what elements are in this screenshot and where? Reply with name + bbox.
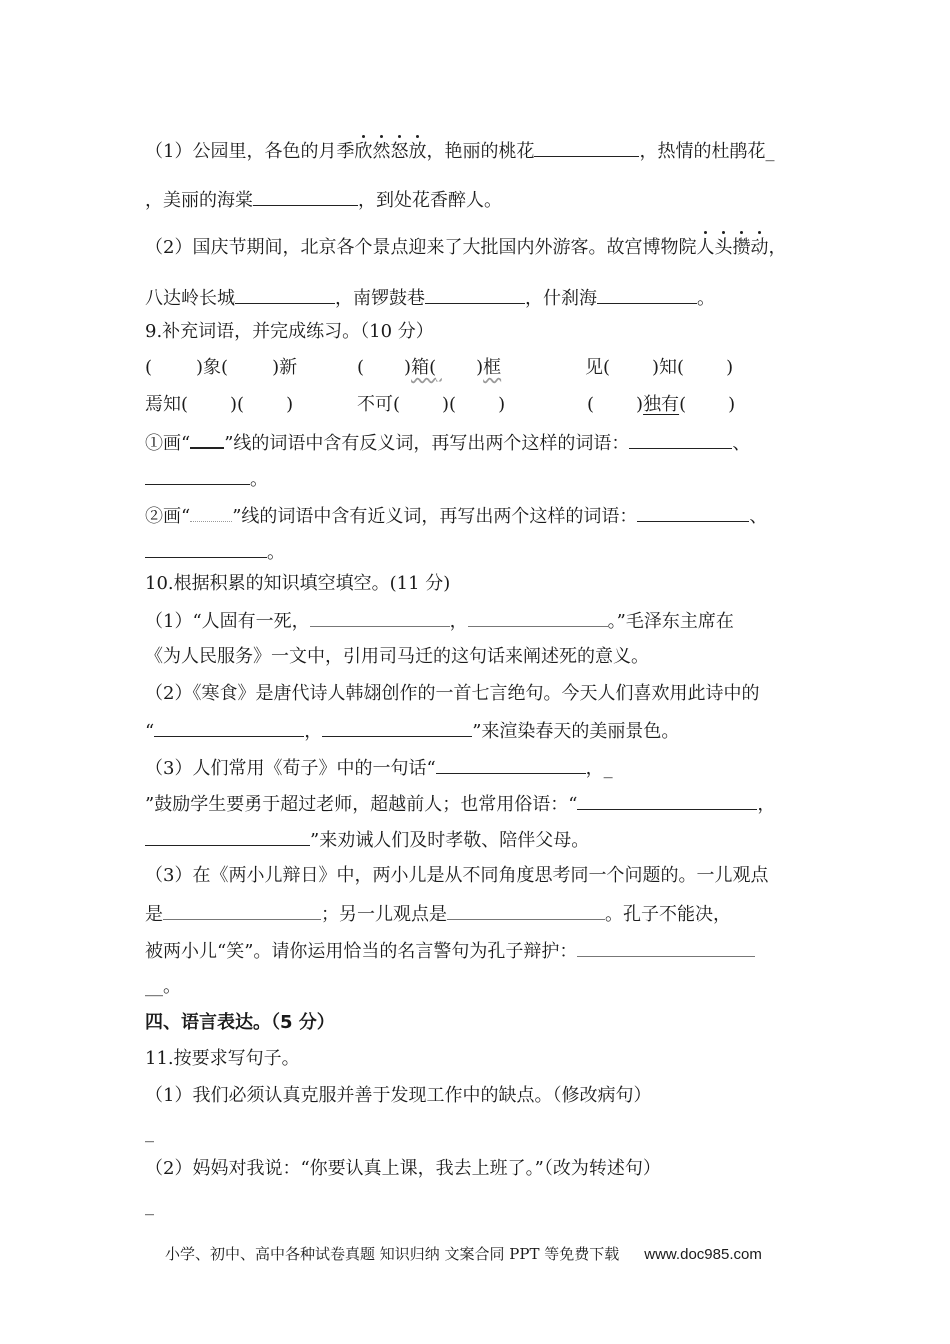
dotted-char: 动 (750, 237, 769, 258)
footer-link[interactable]: www.doc985.com (644, 1246, 762, 1263)
q10-p3: （3）人们常用《荀子》中的一句话“ ，_ (145, 755, 613, 781)
q10-p3-cont: ”鼓励学生要勇于超过老师，超越前人；也常用俗语：“ ， (145, 791, 775, 817)
dotted-char: 放 (408, 141, 427, 162)
answer-blank[interactable] (637, 503, 749, 522)
q9-task2-cont: 。 (145, 539, 285, 565)
underlined-word: 独有 (643, 394, 680, 415)
q10-p1-cont: 《为人民服务》一文中，引用司马迁的这句话来阐述死的意义。 (145, 646, 649, 667)
q9-word-2: ( )箱( )框 (357, 357, 502, 378)
answer-blank[interactable] (534, 138, 639, 157)
dotted-char: 人 (696, 237, 715, 258)
q11-s2: （2）妈妈对我说：“你要认真上课，我去上班了。”（改为转述句） (145, 1158, 661, 1179)
answer-blank[interactable] (577, 938, 755, 957)
wavy-underlined-char: 框 (483, 357, 502, 378)
wavy-line-mark (190, 507, 232, 522)
straight-line-mark (190, 433, 224, 449)
answer-blank[interactable] (145, 539, 267, 558)
q10-p4-end: __。 (145, 976, 181, 997)
q10-p4: （3）在《两小儿辩日》中，两小儿是从不同角度思考同一个问题的。一儿观点 (145, 865, 769, 886)
answer-blank[interactable] (597, 285, 697, 304)
q8-part1-line1: （1）公园里，各色的月季欣然怒放，艳丽的桃花 ，热情的杜鹃花_ (145, 138, 774, 164)
answer-blank[interactable] (468, 608, 608, 627)
dotted-char: 头 (714, 237, 733, 258)
answer-blank[interactable] (447, 901, 605, 920)
answer-blank[interactable] (629, 430, 732, 449)
dotted-char: 怒 (390, 141, 409, 162)
q10-p2: （2）《寒食》是唐代诗人韩翃创作的一首七言绝句。今天人们喜欢用此诗中的 (145, 683, 760, 704)
q9-word-1: ( )象( )新 (145, 357, 298, 378)
dotted-char: 攒 (732, 237, 751, 258)
q10-title: 10.根据积累的知识填空填空。(11 分) (145, 573, 451, 594)
q11-title: 11.按要求写句子。 (145, 1048, 300, 1069)
answer-blank[interactable] (145, 466, 250, 485)
q11-s1: （1）我们必须认真克服并善于发现工作中的缺点。（修改病句） (145, 1085, 652, 1106)
q8-part2-line1: （2）国庆节期间，北京各个景点迎来了大批国内外游客。故宫博物院人头攒动， (145, 237, 787, 258)
footer-text: 小学、初中、高中各种试卷真题 知识归纳 文案合同 PPT 等免费下载 (165, 1245, 620, 1263)
answer-blank[interactable] (310, 608, 450, 627)
q9-word-5: 不可( )( ) (357, 394, 506, 415)
q8-p1-text: （1）公园里，各色的月季 (145, 141, 355, 162)
q10-p4-cont2: 被两小儿“笑”。请你运用恰当的名言警句为孔子辩护： (145, 938, 755, 964)
q8-part1-line2: ，美丽的海棠 ，到处花香醉人。 (145, 187, 502, 213)
q9-task1-cont: 。 (145, 466, 268, 492)
dotted-char: 欣 (354, 141, 373, 162)
q9-task1: ①画“ ”线的词语中含有反义词，再写出两个这样的词语： 、 (145, 430, 750, 456)
q9-word-4: 焉知( )( ) (145, 394, 294, 415)
q9-word-6: ( )独有( ) (587, 394, 736, 415)
wavy-underlined-char: 箱 (411, 357, 430, 378)
q11-s2-answer[interactable]: _ (145, 1195, 154, 1216)
answer-blank[interactable] (436, 755, 586, 774)
dotted-char: 然 (372, 141, 391, 162)
section-4-title: 四、语言表达。（5 分） (145, 1012, 335, 1033)
q8-part2-line2: 八达岭长城 ，南锣鼓巷 ，什刹海 。 (145, 285, 715, 311)
answer-blank[interactable] (425, 285, 525, 304)
answer-blank[interactable] (154, 718, 304, 737)
answer-blank[interactable] (322, 718, 472, 737)
answer-blank[interactable] (577, 791, 757, 810)
q9-title: 9.补充词语，并完成练习。（10 分） (145, 321, 434, 342)
q9-word-3: 见( )知( ) (585, 357, 734, 378)
answer-blank[interactable] (235, 285, 335, 304)
q10-p2-cont: “ ， ”来渲染春天的美丽景色。 (145, 718, 679, 744)
answer-blank[interactable] (163, 901, 321, 920)
q10-p1: （1）“人固有一死， ， 。”毛泽东主席在 (145, 608, 734, 634)
q11-s1-answer[interactable]: _ (145, 1122, 154, 1143)
page-footer (165, 1243, 762, 1264)
q9-task2: ②画“ ”线的词语中含有近义词，再写出两个这样的词语： 、 (145, 503, 767, 529)
answer-blank[interactable] (145, 827, 310, 846)
answer-blank[interactable] (253, 187, 358, 206)
q10-p3-cont2: ”来劝诫人们及时孝敬、陪伴父母。 (145, 827, 589, 853)
q10-p4-cont: 是 ；另一儿观点是 。孔子不能决， (145, 901, 731, 927)
